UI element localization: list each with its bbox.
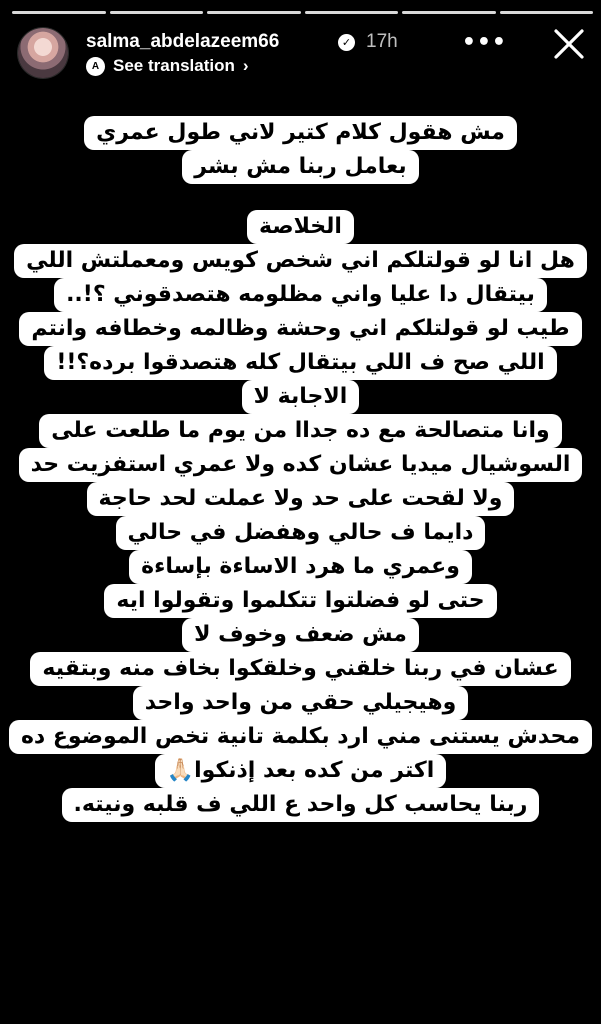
story-text-line: عشان في ربنا خلقني وخلقكوا بخاف منه وبتقيه — [30, 652, 570, 686]
story-progress-bar — [12, 11, 593, 14]
story-text-line: اللي صح ف اللي بيتقال كله هتصدقوا برده؟!! — [44, 346, 556, 380]
story-text-line: دايما ف حالي وهفضل في حالي — [116, 516, 486, 550]
progress-segment — [207, 11, 301, 14]
story-text-line: ربنا يحاسب كل واحد ع اللي ف قلبه ونيته. — [62, 788, 540, 822]
progress-segment — [402, 11, 496, 14]
see-translation-label: See translation — [113, 56, 235, 75]
chevron-right-icon: › — [242, 56, 249, 75]
story-text-line: وهيجيلي حقي من واحد واحد — [133, 686, 469, 720]
translate-icon: A — [86, 57, 105, 76]
progress-segment — [500, 11, 594, 14]
post-time: 17h — [366, 31, 398, 52]
story-text-line: الاجابة لا — [242, 380, 360, 414]
progress-segment — [305, 11, 399, 14]
close-icon[interactable] — [551, 26, 587, 62]
story-text-line: هل انا لو قولتلكم اني شخص كويس ومعملتش اللي — [14, 244, 587, 278]
story-text-line: محدش يستنى مني ارد بكلمة تانية تخص الموضوع ده — [9, 720, 592, 754]
story-text-line: طيب لو قولتلكم اني وحشة وظالمه وخطافه وانتم — [19, 312, 581, 346]
text-block-2 — [9, 210, 592, 822]
story-text-line: اكتر من كده بعد إذنكوا🙏🏻 — [155, 754, 447, 788]
progress-segment — [110, 11, 204, 14]
progress-segment — [12, 11, 106, 14]
more-options-icon[interactable]: ••• — [461, 30, 507, 55]
story-text-line: وعمري ما هرد الاساءة بإساءة — [129, 550, 472, 584]
avatar[interactable] — [18, 28, 68, 78]
story-text-line: مش ضعف وخوف لا — [182, 618, 419, 652]
verified-badge-icon: ✓ — [338, 34, 355, 51]
story-content — [0, 116, 601, 848]
story-text-line: ولا لقحت على حد ولا عملت لحد حاجة — [87, 482, 515, 516]
story-text-line: بيتقال دا عليا واني مظلومه هتصدقوني ؟!.. — [54, 278, 547, 312]
story-text-line: وانا متصالحة مع ده جداا من يوم ما طلعت على — [39, 414, 561, 448]
story-text-line: السوشيال ميديا عشان كده ولا عمري استفزيت حد — [19, 448, 583, 482]
story-header — [18, 28, 587, 80]
story-text-line: بعامل ربنا مش بشر — [182, 150, 418, 184]
username[interactable]: salma_abdelazeem66 — [86, 31, 280, 52]
story-text-line: الخلاصة — [247, 210, 354, 244]
see-translation-button[interactable] — [86, 56, 249, 76]
story-text-line: حتى لو فضلتوا تتكلموا وتقولوا ايه — [104, 584, 496, 618]
story-text-line: مش هقول كلام كتير لاني طول عمري — [84, 116, 517, 150]
text-block-1 — [84, 116, 517, 184]
